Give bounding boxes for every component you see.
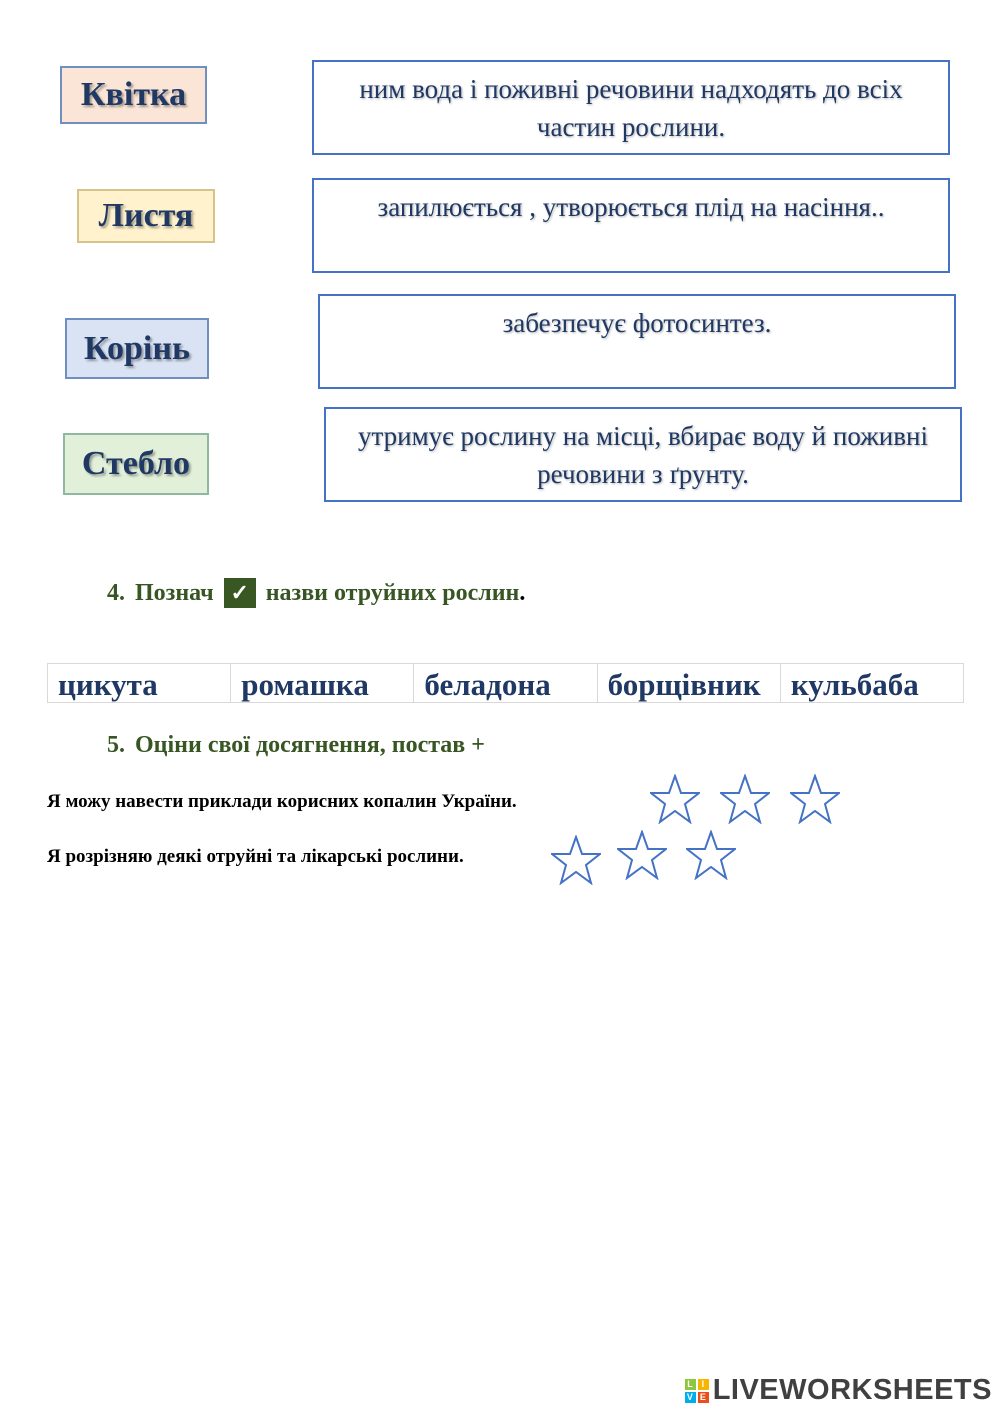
plant-chamomile[interactable]: ромашка: [231, 664, 414, 702]
logo-mark-letter: V: [685, 1392, 696, 1403]
plant-dandelion[interactable]: кульбаба: [790, 667, 919, 702]
check-icon: ✓: [224, 578, 256, 608]
plant-belladonna[interactable]: беладона: [414, 664, 597, 702]
task-5-instruction: [107, 732, 485, 759]
plant-hemlock[interactable]: цикута: [48, 664, 231, 702]
logo-mark-icon: [685, 1379, 709, 1403]
task-4-text-after: назви отруйних рослин: [265, 579, 520, 606]
term-root[interactable]: Корінь: [65, 318, 209, 379]
statement-minerals: Я можу навести приклади корисних копалин України.: [47, 791, 517, 812]
logo-text: LIVEWORKSHEETS: [712, 1374, 992, 1406]
logo-mark-letter: I: [698, 1379, 709, 1390]
task-4-instruction: [107, 578, 525, 608]
task-5-text: Оціни свої досягнення, постав +: [135, 732, 485, 758]
star-icon[interactable]: [551, 835, 601, 885]
task-5-number: 5.: [107, 732, 125, 758]
logo-mark-letter: L: [685, 1379, 696, 1390]
star-icon[interactable]: [650, 774, 700, 824]
logo-mark-letter: E: [698, 1392, 709, 1403]
task-4-end: .: [519, 579, 526, 606]
term-stem[interactable]: Стебло: [63, 433, 209, 495]
plant-hogweed[interactable]: борщівник: [598, 664, 781, 702]
star-icon[interactable]: [720, 774, 770, 824]
statement-plants: Я розрізняю деякі отруйні та лікарські рослини.: [47, 846, 464, 867]
term-flower[interactable]: Квітка: [60, 66, 207, 124]
liveworksheets-logo: [685, 1374, 992, 1407]
definition-4[interactable]: утримує рослину на місці, вбирає воду й поживні речовини з ґрунту.: [324, 407, 962, 502]
definition-1[interactable]: ним вода і поживні речовини надходять до всіх частин рослини.: [312, 60, 950, 155]
star-icon[interactable]: [617, 830, 667, 880]
star-icon[interactable]: [790, 774, 840, 824]
task-4-text-before: Познач: [135, 579, 214, 606]
definition-3[interactable]: забезпечує фотосинтез.: [318, 294, 956, 389]
definition-2[interactable]: запилюється , утворюється плід на насіння..: [312, 178, 950, 273]
star-icon[interactable]: [686, 830, 736, 880]
term-leaves[interactable]: Листя: [77, 189, 215, 243]
task-4-number: 4.: [107, 579, 125, 606]
plants-table: [47, 663, 964, 703]
